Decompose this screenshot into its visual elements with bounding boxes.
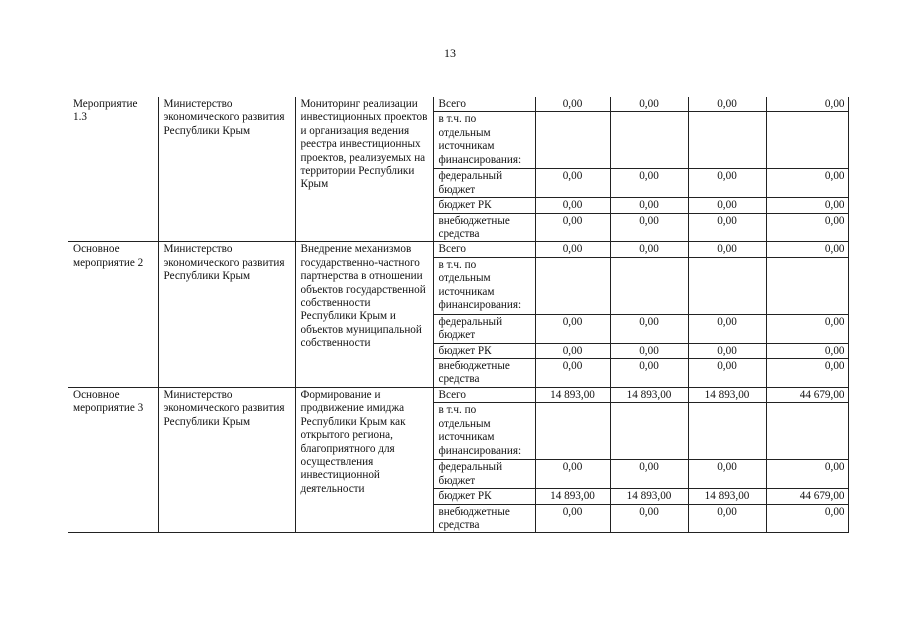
amount-cell: 0,00 [610, 169, 688, 198]
source-label-rk-budget: бюджет РК [433, 198, 535, 213]
amount-cell: 0,00 [610, 198, 688, 213]
source-label-federal-budget: федеральный бюджет [433, 460, 535, 489]
page-number: 13 [444, 46, 456, 60]
amount-cell: 0,00 [610, 343, 688, 358]
amount-cell [688, 112, 766, 169]
source-label-extrabudgetary: внебюджетные средства [433, 504, 535, 533]
source-label-extrabudgetary: внебюджетные средства [433, 213, 535, 242]
amount-cell: 0,00 [766, 242, 848, 257]
source-label-total: Всего [433, 97, 535, 112]
amount-cell: 0,00 [688, 460, 766, 489]
amount-cell: 14 893,00 [610, 489, 688, 504]
amount-cell: 0,00 [688, 97, 766, 112]
amount-cell: 0,00 [535, 359, 610, 388]
table-row [68, 387, 848, 402]
amount-cell: 0,00 [766, 504, 848, 533]
amount-cell: 0,00 [766, 97, 848, 112]
amount-cell: 0,00 [610, 97, 688, 112]
event-cell: Основное мероприятие 2 [68, 242, 158, 387]
source-label-rk-budget: бюджет РК [433, 489, 535, 504]
event-cell: Основное мероприятие 3 [68, 387, 158, 532]
amount-cell: 0,00 [766, 314, 848, 343]
amount-cell: 0,00 [688, 169, 766, 198]
source-label-breakdown: в т.ч. по отдельным источникам финансирования: [433, 257, 535, 314]
amount-cell: 0,00 [535, 198, 610, 213]
amount-cell [766, 112, 848, 169]
source-label-breakdown: в т.ч. по отдельным источникам финансирования: [433, 403, 535, 460]
amount-cell: 0,00 [766, 213, 848, 242]
amount-cell: 14 893,00 [688, 387, 766, 402]
financing-table [68, 97, 849, 533]
source-label-total: Всего [433, 387, 535, 402]
amount-cell: 0,00 [535, 242, 610, 257]
amount-cell: 0,00 [766, 198, 848, 213]
source-label-federal-budget: федеральный бюджет [433, 314, 535, 343]
amount-cell: 14 893,00 [535, 489, 610, 504]
amount-cell [535, 112, 610, 169]
amount-cell: 0,00 [610, 314, 688, 343]
table-row [68, 242, 848, 257]
amount-cell: 14 893,00 [688, 489, 766, 504]
amount-cell: 0,00 [610, 460, 688, 489]
amount-cell: 0,00 [535, 343, 610, 358]
amount-cell: 0,00 [610, 504, 688, 533]
amount-cell [766, 403, 848, 460]
amount-cell: 0,00 [535, 460, 610, 489]
amount-cell: 0,00 [688, 314, 766, 343]
amount-cell [535, 403, 610, 460]
amount-cell: 0,00 [766, 169, 848, 198]
amount-cell: 0,00 [688, 504, 766, 533]
source-label-extrabudgetary: внебюджетные средства [433, 359, 535, 388]
amount-cell: 44 679,00 [766, 489, 848, 504]
amount-cell [766, 257, 848, 314]
amount-cell [610, 257, 688, 314]
description-cell: Мониторинг реализации инвестиционных проектов и организация ведения реестра инвестиционных проектов, реализуемых на территории Республики Крым [295, 97, 433, 242]
amount-cell: 0,00 [610, 213, 688, 242]
amount-cell: 0,00 [535, 504, 610, 533]
amount-cell [688, 257, 766, 314]
amount-cell: 14 893,00 [535, 387, 610, 402]
executor-cell: Министерство экономического развития Республики Крым [158, 97, 295, 242]
amount-cell [535, 257, 610, 314]
amount-cell: 0,00 [610, 242, 688, 257]
amount-cell: 0,00 [535, 314, 610, 343]
amount-cell: 0,00 [688, 359, 766, 388]
table-row [68, 97, 848, 112]
amount-cell: 14 893,00 [610, 387, 688, 402]
amount-cell: 0,00 [766, 460, 848, 489]
description-cell: Внедрение механизмов государственно-частного партнерства в отношении объектов государственной собственности Республики Крым и объектов муниципальной собственности [295, 242, 433, 387]
amount-cell: 0,00 [688, 343, 766, 358]
amount-cell: 0,00 [688, 198, 766, 213]
amount-cell: 0,00 [535, 97, 610, 112]
amount-cell: 0,00 [766, 359, 848, 388]
source-label-breakdown: в т.ч. по отдельным источникам финансирования: [433, 112, 535, 169]
amount-cell: 0,00 [535, 213, 610, 242]
amount-cell: 0,00 [688, 242, 766, 257]
source-label-rk-budget: бюджет РК [433, 343, 535, 358]
source-label-total: Всего [433, 242, 535, 257]
amount-cell [688, 403, 766, 460]
amount-cell: 44 679,00 [766, 387, 848, 402]
amount-cell: 0,00 [688, 213, 766, 242]
amount-cell: 0,00 [766, 343, 848, 358]
event-cell: Мероприятие 1.3 [68, 97, 158, 242]
description-cell: Формирование и продвижение имиджа Республики Крым как открытого региона, благоприятного для осуществления инвестиционной деятельности [295, 387, 433, 532]
amount-cell [610, 112, 688, 169]
executor-cell: Министерство экономического развития Республики Крым [158, 387, 295, 532]
source-label-federal-budget: федеральный бюджет [433, 169, 535, 198]
amount-cell: 0,00 [610, 359, 688, 388]
amount-cell [610, 403, 688, 460]
executor-cell: Министерство экономического развития Республики Крым [158, 242, 295, 387]
amount-cell: 0,00 [535, 169, 610, 198]
